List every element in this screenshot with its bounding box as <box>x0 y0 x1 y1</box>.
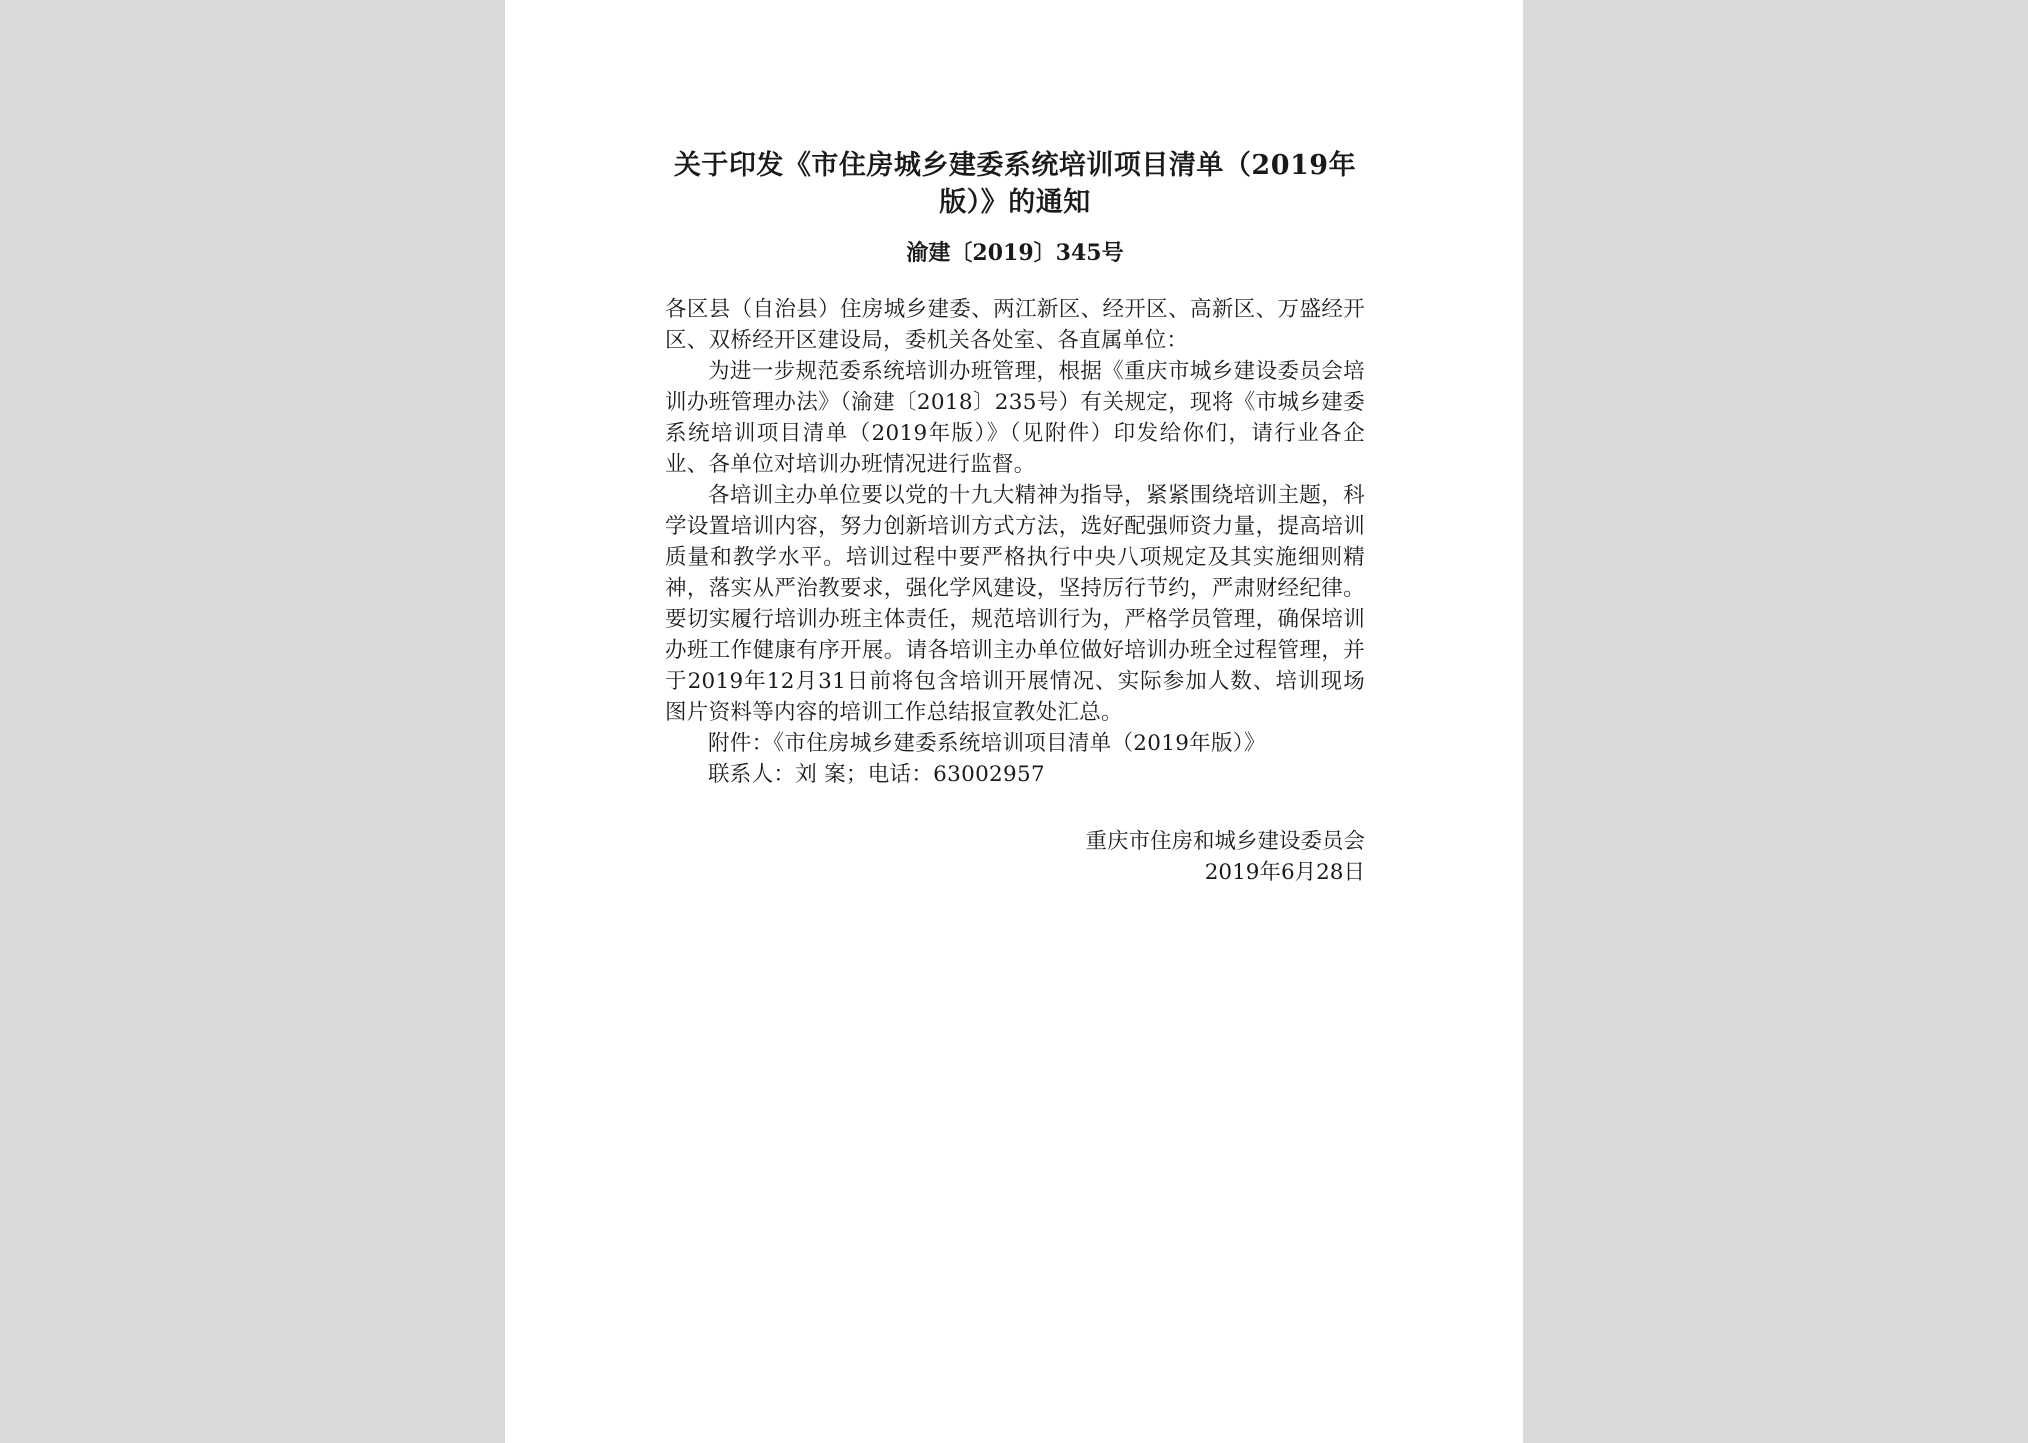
salutation: 各区县（自治县）住房城乡建委、两江新区、经开区、高新区、万盛经开区、双桥经开区建设局，委机关各处室、各直属单位： <box>665 297 1365 353</box>
issue-date: 2019年6月28日 <box>1204 860 1365 885</box>
paragraph: 为进一步规范委系统培训办班管理，根据《重庆市城乡建设委员会培训办班管理办法》（渝建〔2018〕235号）有关规定，现将《市城乡建委系统培训项目清单（2019年版）》（见附件）印发给你们，请行业各企业、各单位对培训办班情况进行监督。 <box>665 359 1365 477</box>
attachment-line: 附件：《市住房城乡建委系统培训项目清单（2019年版）》 <box>708 731 1266 756</box>
document-body <box>665 294 1365 790</box>
paragraph: 各培训主办单位要以党的十九大精神为指导，紧紧围绕培训主题，科学设置培训内容，努力创新培训方式方法，选好配强师资力量，提高培训质量和教学水平。培训过程中要严格执行中央八项规定及其实施细则精神，落实从严治教要求，强化学风建设，坚持厉行节约，严肃财经纪律。要切实履行培训办班主体责任，规范培训行为，严格学员管理，确保培训办班工作健康有序开展。请各培训主办单位做好培训办班全过程管理，并于2019年12月31日前将包含培训开展情况、实际参加人数、培训现场图片资料等内容的培训工作总结报宣教处汇总。 <box>665 483 1365 725</box>
document-page <box>505 0 1523 1443</box>
document-title: 关于印发《市住房城乡建委系统培训项目清单（2019年版）》的通知 <box>673 150 1357 218</box>
document-content <box>665 147 1365 888</box>
contact-line: 联系人：刘 案；电话：63002957 <box>708 762 1045 787</box>
signature-block <box>665 826 1365 888</box>
document-number: 渝建〔2019〕345号 <box>906 240 1124 266</box>
issuer-name: 重庆市住房和城乡建设委员会 <box>1085 829 1365 854</box>
